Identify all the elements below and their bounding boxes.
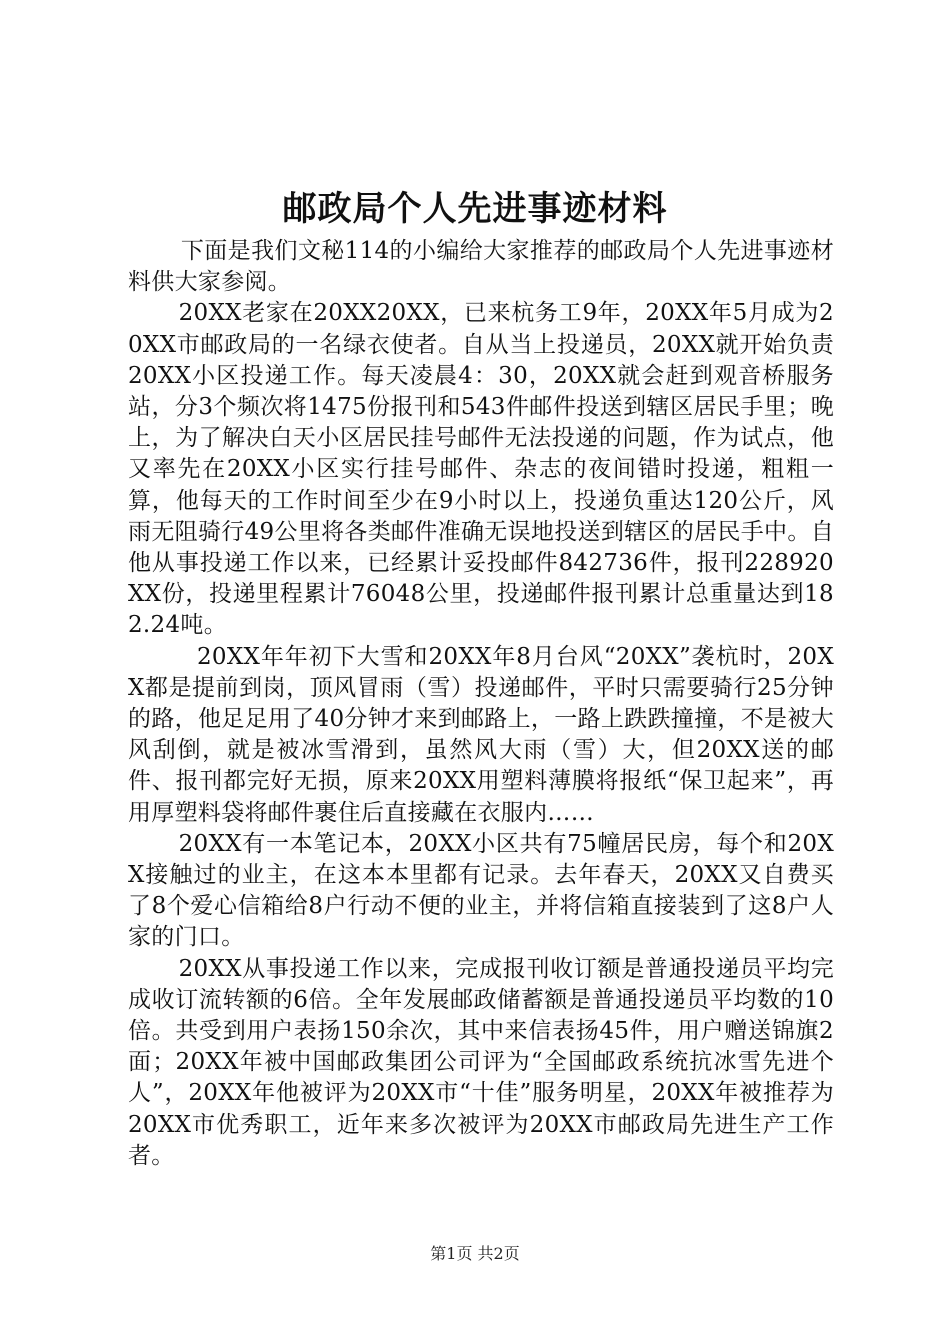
paragraph-notebook: 20XX有一本笔记本，20XX小区共有75幢居民房，每个和20XX接触过的业主，在这本本里都有记录。去年春天，20XX又自费买了8个爱心信箱给8户行动不便的业主，并将信箱直接装到了这8户人家的门口。 xyxy=(128,830,834,951)
document-title: 邮政局个人先进事迹材料 xyxy=(282,189,668,229)
paragraph-weather: 20XX年年初下大雪和20XX年8月台风“20XX”袭杭时，20XX都是提前到岗，顶风冒雨（雪）投递邮件，平时只需要骑行25分钟的路，他足足用了40分钟才来到邮路上，一路上跌跌撞撞，不是被大风刮倒，就是被冰雪滑到，虽然风大雨（雪）大，但20XX送的邮件、报刊都完好无损，原来20XX用塑料薄膜将报纸“保卫起来”，再用厚塑料袋将邮件裹住后直接藏在衣服内…… xyxy=(128,643,834,826)
paragraph-background: 20XX老家在20XX20XX，已来杭务工9年，20XX年5月成为20XX市邮政局的一名绿衣使者。自从当上投递员，20XX就开始负责20XX小区投递工作。每天凌晨4：30，20XX就会赶到观音桥服务站，分3个频次将1475份报刊和543件邮件投送到辖区居民手里；晚上，为了解决白天小区居民挂号邮件无法投递的问题，作为试点，他又率先在20XX小区实行挂号邮件、杂志的夜间错时投递，粗粗一算，他每天的工作时间至少在9小时以上，投递负重达120公斤，风雨无阻骑行49公里将各类邮件准确无误地投送到辖区的居民手中。自他从事投递工作以来，已经累计妥投邮件842736件，报刊228920XX份，投递里程累计76048公里，投递邮件报刊累计总重量达到182.24吨。 xyxy=(128,300,834,639)
page-footer: 第1页 共2页 xyxy=(430,1244,520,1263)
paragraph-intro: 下面是我们文秘114的小编给大家推荐的邮政局个人先进事迹材料供大家参阅。 xyxy=(128,238,834,296)
paragraph-achievements: 20XX从事投递工作以来，完成报刊收订额是普通投递员平均完成收订流转额的6倍。全年发展邮政储蓄额是普通投递员平均数的10倍。共受到用户表扬150余次，其中来信表扬45件，用户赠送锦旗2面；20XX年被中国邮政集团公司评为“全国邮政系统抗冰雪先进个人”，20XX年他被评为20XX市“十佳”服务明星，20XX年被推荐为20XX市优秀职工，近年来多次被评为20XX市邮政局先进生产工作者。 xyxy=(128,955,834,1169)
document-body xyxy=(128,236,834,1172)
